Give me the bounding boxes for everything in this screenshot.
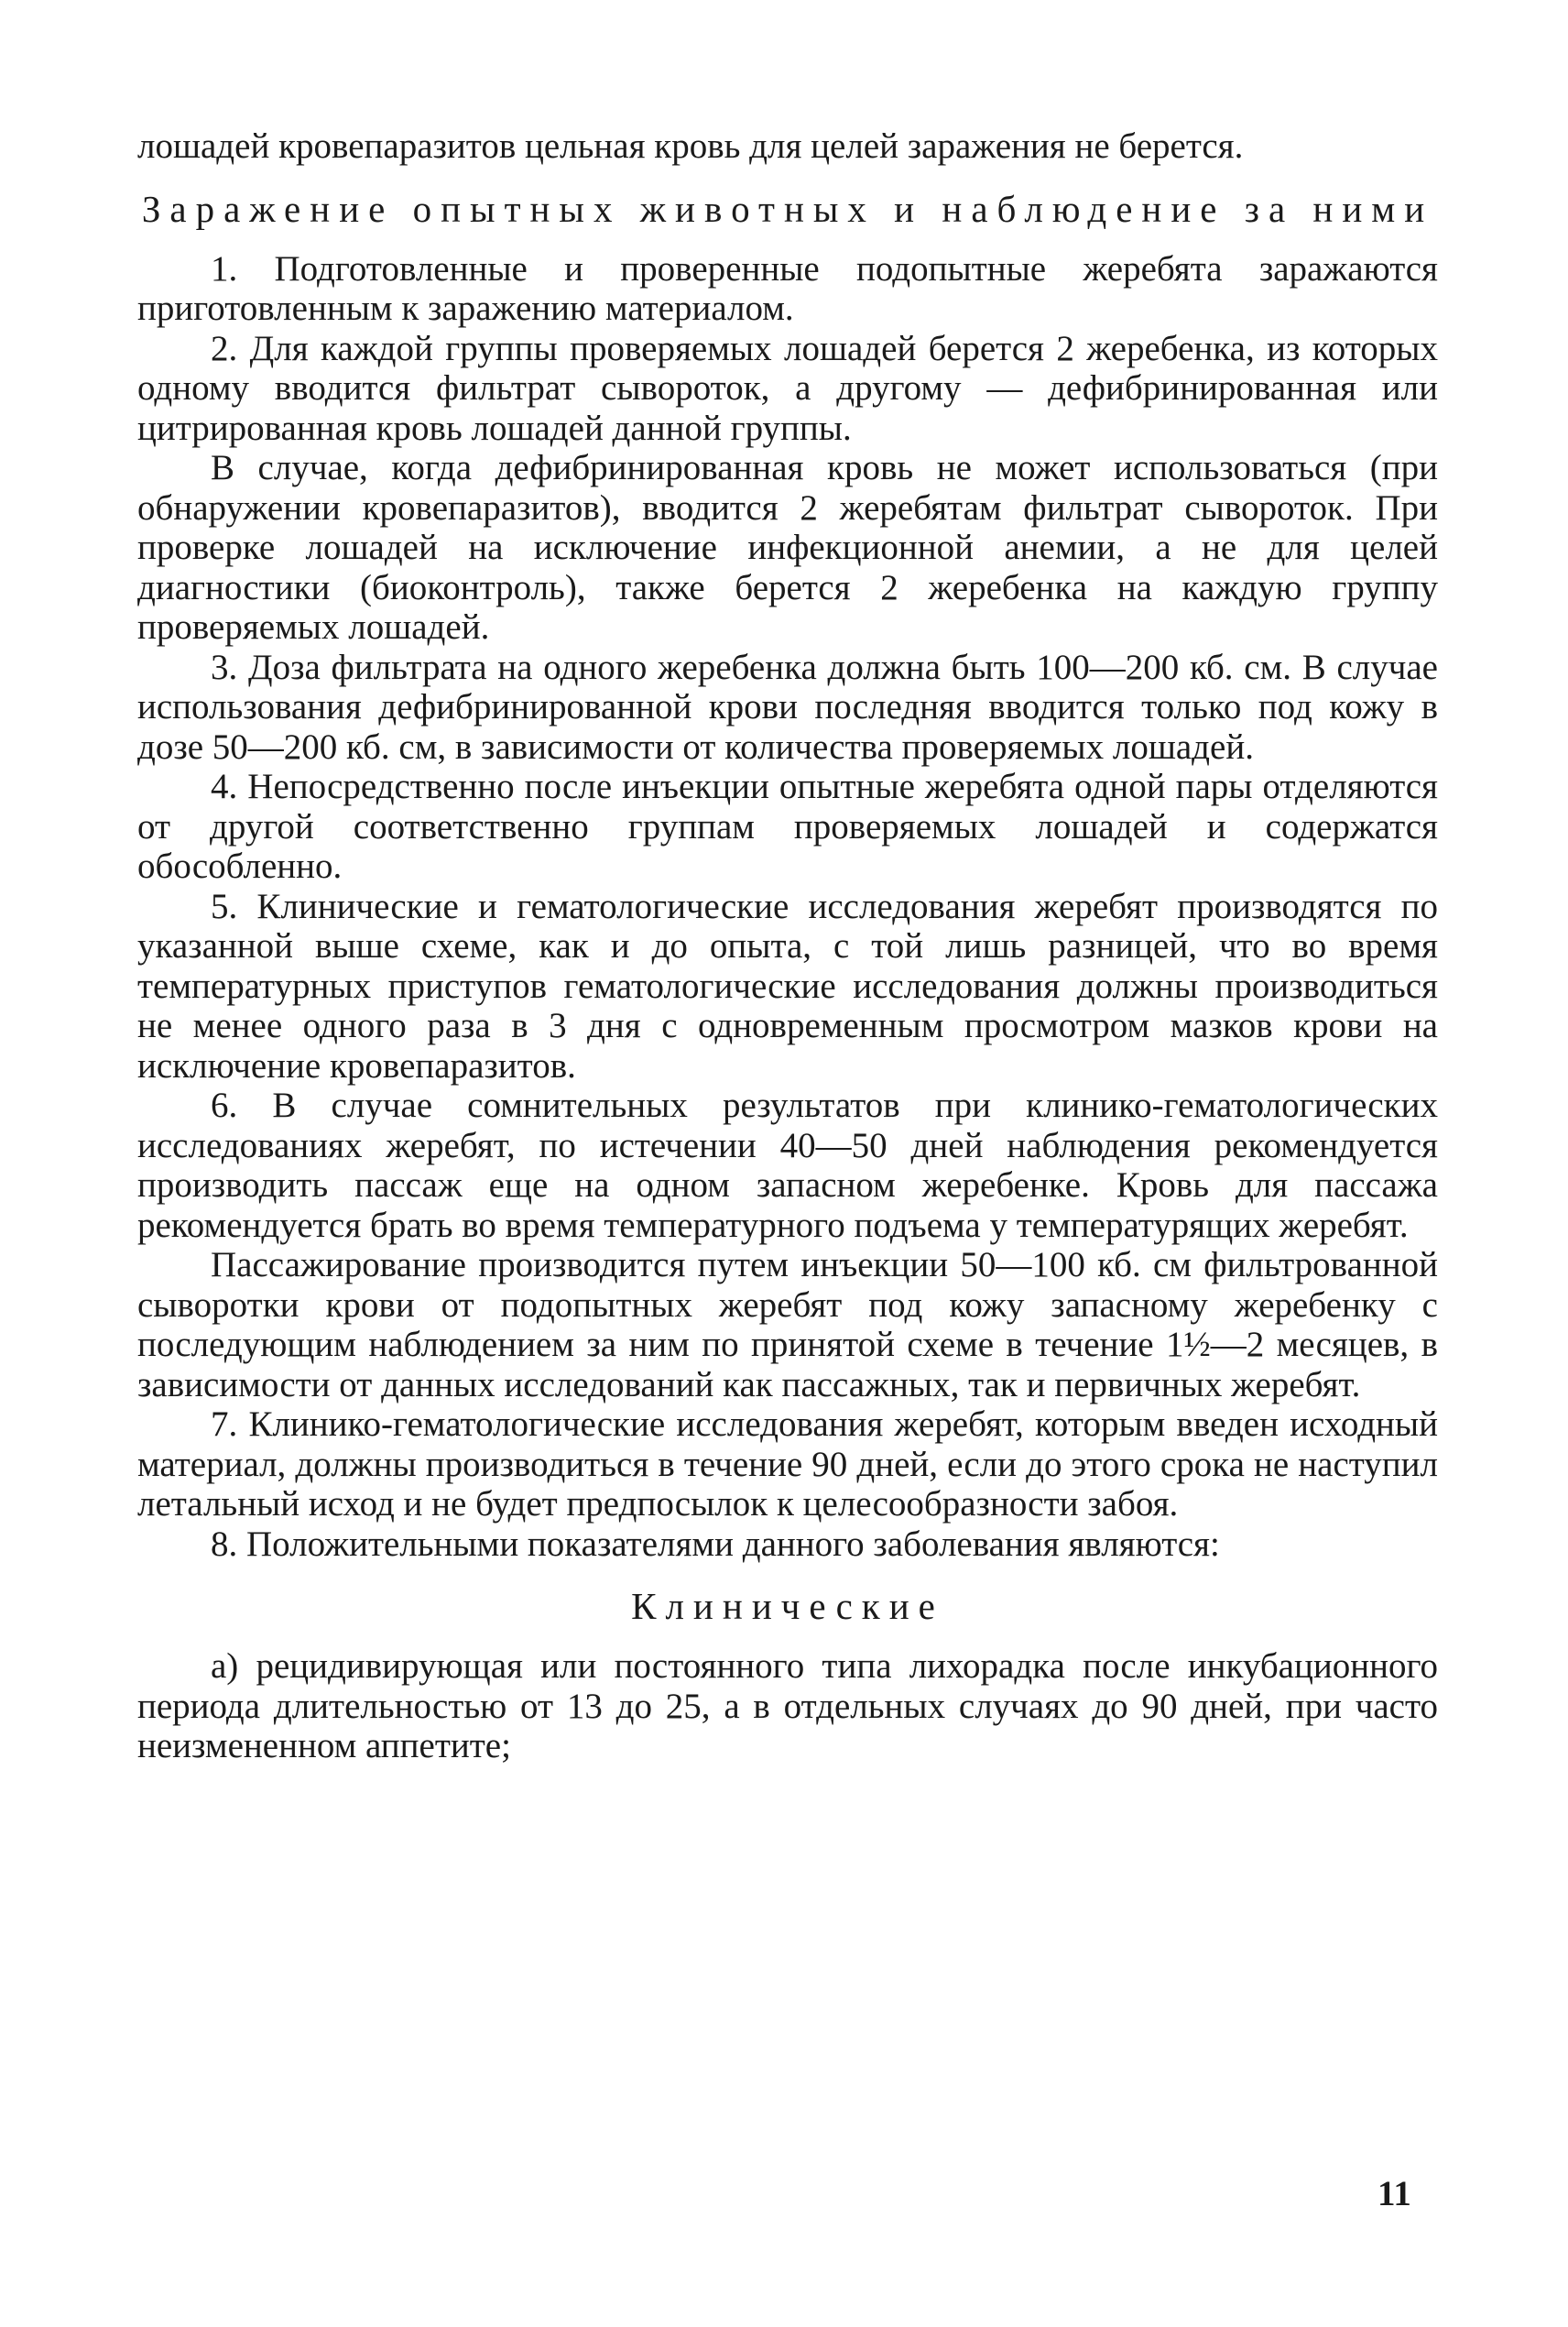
page-number: 11 [1377, 2174, 1411, 2213]
paragraph-a: а) рецидивирующая или постоянного типа лихорадка после инкубационного периода длительностью от 13 до 25, а в отдельных случаях до 90 дней, при часто неизмененном аппетите; [137, 1646, 1438, 1765]
paragraph-2: 2. Для каждой группы проверяемых лошадей берется 2 жеребенка, из которых одному вводится фильтрат сывороток, а другому — дефибринированная или цитрированная кровь лошадей данной группы. [137, 328, 1438, 448]
section-heading-infection: Заражение опытных животных и наблюдение за ними [141, 187, 1434, 230]
document-page [137, 126, 1438, 1766]
paragraph-intro: лошадей кровепаразитов цельная кровь для целей заражения не берется. [137, 126, 1244, 166]
paragraph-5: 5. Клинические и гематологические исследования жеребят производятся по указанной выше схеме, как и до опыта, с той лишь разницей, что во время температурных приступов гематологические исследования должны производиться не менее одного раза в 3 дня с одновременным просмотром мазков крови на исключение кровепаразитов. [137, 886, 1438, 1086]
paragraph-7: 7. Клинико-гематологические исследования жеребят, которым введен исходный материал, должны производиться в течение 90 дней, если до этого срока не наступил летальный исход и не будет предпосылок к целесообразности забоя. [137, 1404, 1438, 1524]
section-heading-clinical: Клинические [631, 1585, 944, 1627]
paragraph-6: 6. В случае сомнительных результатов при клинико-гематологических исследованиях жеребят, по истечении 40—50 дней наблюдения рекомендуется производить пассаж еще на одном запасном жеребенке. Кровь для пассажа рекомендуется брать во время температурного подъема у температурящих жеребят. [137, 1086, 1438, 1245]
paragraph-2b: В случае, когда дефибринированная кровь не может использоваться (при обнаружении кровепаразитов), вводится 2 жеребятам фильтрат сывороток. При проверке лошадей на исключение инфекционной анемии, а не для целей диагностики (биоконтроль), также берется 2 жеребенка на каждую группу проверяемых лошадей. [137, 448, 1438, 647]
paragraph-1: 1. Подготовленные и проверенные подопытные жеребята заражаются приготовленным к заражению материалом. [137, 248, 1438, 328]
paragraph-4: 4. Непосредственно после инъекции опытные жеребята одной пары отделяются от другой соответственно группам проверяемых лошадей и содержатся обособленно. [137, 767, 1438, 886]
paragraph-3: 3. Доза фильтрата на одного жеребенка должна быть 100—200 кб. см. В случае использования дефибринированной крови последняя вводится только под кожу в дозе 50—200 кб. см, в зависимости от количества проверяемых лошадей. [137, 647, 1438, 767]
paragraph-8: 8. Положительными показателями данного заболевания являются: [211, 1524, 1220, 1564]
paragraph-6b: Пассажирование производится путем инъекции 50—100 кб. см фильтрованной сыворотки крови от подопытных жеребят под кожу запасному жеребенку с последующим наблюдением за ним по принятой схеме в течение 1½—2 месяцев, в зависимости от данных исследований как пассажных, так и первичных жеребят. [137, 1245, 1438, 1404]
